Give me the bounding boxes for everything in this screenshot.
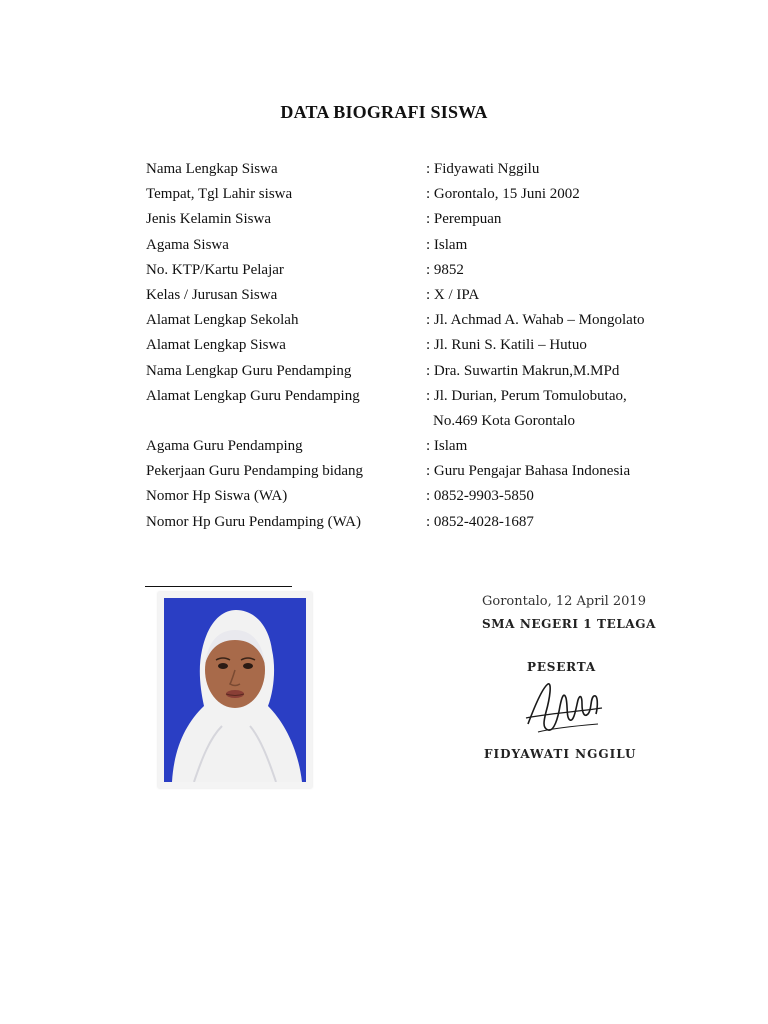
row-alamat-guru [146,384,706,434]
row-value: : 0852-9903-5850 [426,488,534,505]
student-photo [158,592,312,788]
row-value: : X / IPA [426,286,480,303]
row-label: Nomor Hp Siswa (WA) [146,488,288,505]
row-label: No. KTP/Kartu Pelajar [146,261,284,278]
row-kelas-jurusan [146,283,706,308]
row-label: Nama Lengkap Siswa [146,161,278,177]
school-name: SMA NEGERI 1 TELAGA [482,617,657,631]
handwritten-signature-icon [524,678,604,738]
signature-date: Gorontalo, 12 April 2019 [482,594,646,609]
row-label: Pekerjaan Guru Pendamping bidang [146,463,364,480]
row-agama-siswa [146,233,706,258]
row-value: : 9852 [426,261,464,278]
row-value: : Perempuan [426,211,502,228]
row-label: Nomor Hp Guru Pendamping (WA) [146,513,361,530]
row-label: Agama Siswa [146,236,229,253]
signer-name: FIDYAWATI NGGILU [484,747,637,761]
row-alamat-siswa [146,333,706,358]
row-value: : Islam [426,236,468,253]
row-nama-guru [146,359,706,384]
row-label: Agama Guru Pendamping [146,438,303,455]
row-value: : Gorontalo, 15 Juni 2002 [426,186,580,203]
row-alamat-sekolah [146,308,706,333]
row-value: : Jl. Runi S. Katili – Hutuo [426,337,587,354]
row-label: Alamat Lengkap Guru Pendamping [146,387,360,404]
row-jenis-kelamin [146,207,706,232]
student-portrait-icon [164,598,306,782]
row-value-line-2: No.469 Kota Gorontalo [433,412,576,429]
row-value: : Dra. Suwartin Makrun,M.MPd [426,362,620,379]
row-value: : Islam [426,438,468,455]
row-label: Tempat, Tgl Lahir siswa [146,186,293,203]
row-agama-guru [146,434,706,459]
row-tempat-tgl-lahir [146,182,706,207]
row-label: Alamat Lengkap Siswa [146,337,286,354]
row-value-line-1: : Jl. Durian, Perum Tomulobutao, [426,387,627,404]
document-title: DATA BIOGRAFI SISWA [280,102,488,122]
biodata-table [146,157,706,535]
row-value: : Fidyawati Nggilu [426,161,540,177]
row-label: Kelas / Jurusan Siswa [146,286,278,303]
row-label: Nama Lengkap Guru Pendamping [146,362,352,379]
row-no-ktp [146,258,706,283]
row-value: : 0852-4028-1687 [426,513,534,530]
row-pekerjaan-guru [146,459,706,484]
row-hp-guru [146,510,706,535]
row-nama-lengkap [146,157,706,182]
row-hp-siswa [146,484,706,509]
signer-role: PESERTA [527,660,596,674]
row-value: : Guru Pengajar Bahasa Indonesia [426,463,631,480]
signature-rule-line [145,586,292,587]
row-value: : Jl. Achmad A. Wahab – Mongolato [426,312,645,329]
row-label: Alamat Lengkap Sekolah [146,312,299,329]
row-value [426,384,706,434]
row-label: Jenis Kelamin Siswa [146,211,271,228]
